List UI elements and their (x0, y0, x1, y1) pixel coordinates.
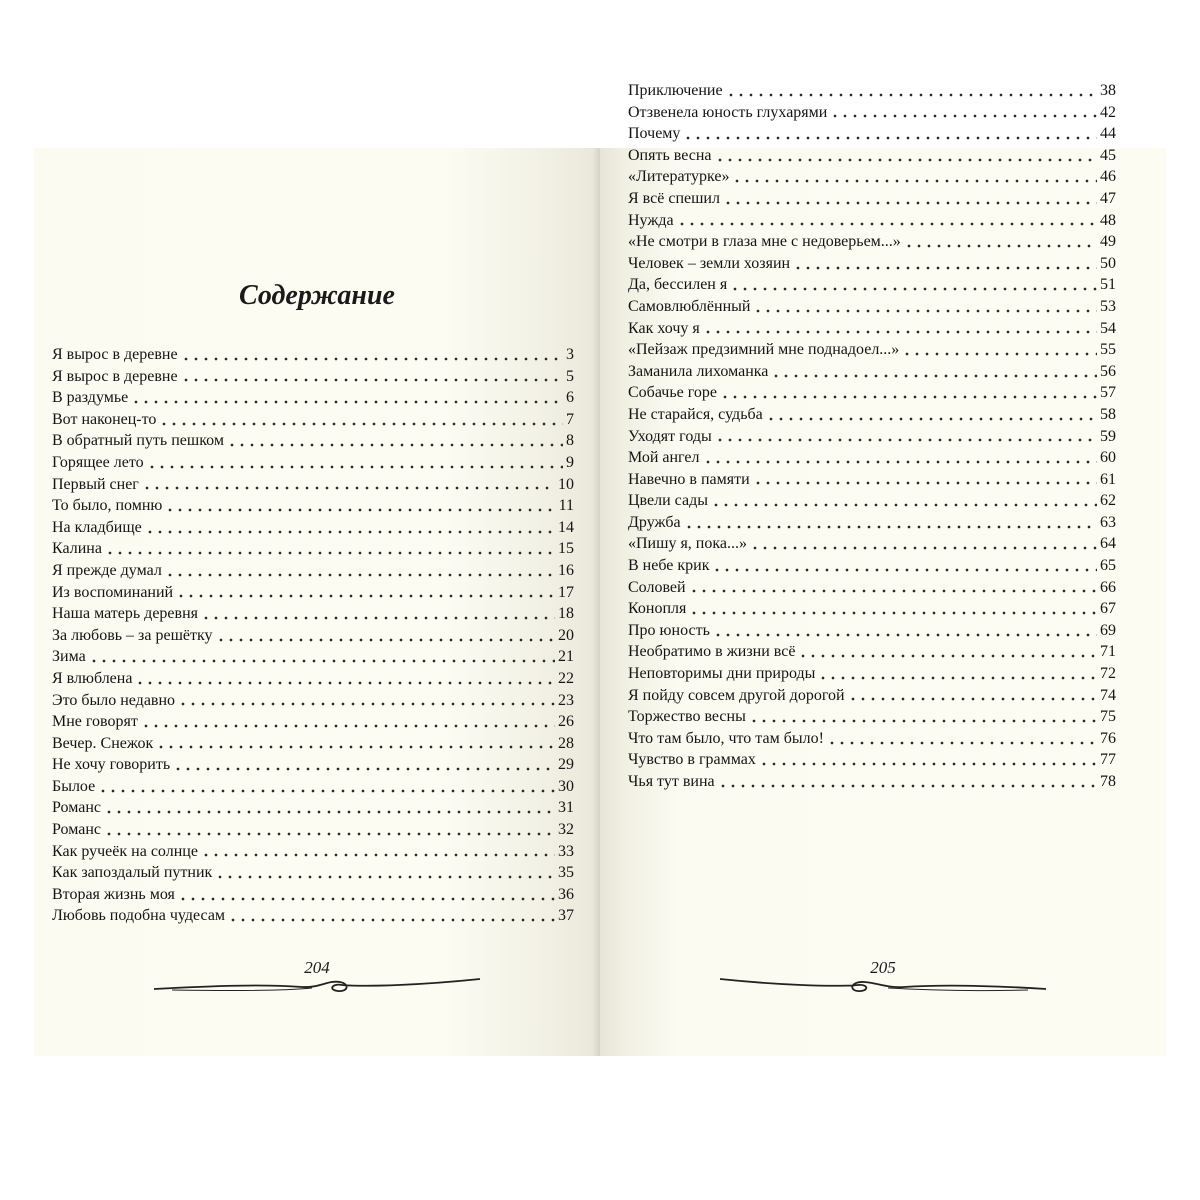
dot-leader (715, 437, 1097, 443)
dot-leader (703, 459, 1098, 465)
toc-entry (628, 533, 1116, 555)
entry-title: Не хочу говорить (52, 756, 171, 774)
toc-entry (52, 603, 574, 625)
entry-title: Что там было, что там было! (628, 729, 824, 747)
toc-entry (52, 474, 574, 496)
dot-leader (730, 286, 1097, 292)
toc-entry (628, 210, 1116, 232)
dot-leader (904, 243, 1097, 249)
dot-leader (684, 524, 1097, 530)
toc-entry (628, 274, 1116, 296)
entry-page-number: 28 (558, 734, 574, 752)
entry-title: Чья тут вина (628, 773, 715, 790)
entry-title: Почему (628, 125, 681, 143)
entry-page-number: 56 (1100, 362, 1116, 380)
entry-page-number: 31 (558, 799, 574, 817)
entry-page-number: 11 (558, 497, 574, 515)
entry-title: Заманила лихоманка (628, 362, 769, 380)
entry-title: Вот наконец-то (52, 410, 157, 428)
entry-title: Романс (52, 799, 101, 817)
dot-leader (201, 852, 555, 858)
entry-title: Романс (52, 821, 101, 839)
entry-page-number: 20 (558, 626, 574, 644)
entry-page-number: 30 (558, 777, 574, 795)
entry-page-number: 65 (1100, 557, 1116, 575)
entry-title: То было, помню (52, 497, 163, 515)
entry-title: Торжество весны (628, 708, 746, 726)
dot-leader (830, 113, 1097, 119)
entry-title: Приключение (628, 82, 723, 99)
entry-page-number: 42 (1100, 103, 1116, 121)
dot-leader (689, 610, 1097, 616)
dot-leader (712, 567, 1097, 573)
entry-page-number: 63 (1100, 513, 1116, 531)
toc-entry (52, 646, 574, 668)
toc-entry (628, 490, 1116, 512)
toc-entry (52, 797, 574, 819)
entry-page-number: 78 (1100, 773, 1116, 790)
dot-leader (848, 696, 1097, 702)
entry-title: «Литературке» (628, 168, 730, 186)
entry-title: Цвели сады (628, 492, 708, 510)
toc-entry (52, 560, 574, 582)
toc-entry (52, 711, 574, 733)
dot-leader (156, 744, 555, 750)
entry-page-number: 60 (1100, 449, 1116, 467)
toc-entry (52, 387, 574, 409)
entry-title: Зима (52, 648, 86, 666)
entry-page-number: 75 (1100, 708, 1116, 726)
entry-page-number: 32 (558, 821, 574, 839)
entry-title: Конопля (628, 600, 687, 618)
dot-leader (173, 766, 555, 772)
entry-title: Навечно в памяти (628, 470, 750, 488)
entry-title: Как запоздалый путник (52, 864, 213, 882)
entry-page-number: 9 (566, 453, 574, 471)
entry-title: В раздумье (52, 389, 129, 407)
entry-title: «Пейзаж предзимний мне поднадоел...» (628, 341, 900, 359)
entry-title: Я пойду совсем другой дорогой (628, 686, 845, 704)
entry-page-number: 21 (558, 648, 574, 666)
left-page (34, 148, 600, 1056)
dot-leader (798, 653, 1097, 659)
toc-entry (628, 469, 1116, 491)
toc-entry (628, 102, 1116, 124)
toc-entry (52, 538, 574, 560)
entry-title: В небе крик (628, 557, 710, 575)
toc-entry (52, 754, 574, 776)
left-page-footer (34, 956, 600, 996)
entry-page-number: 71 (1100, 643, 1116, 661)
entry-title: Самовлюблённый (628, 297, 751, 315)
toc-entry (628, 123, 1116, 145)
toc-entry (628, 80, 1116, 102)
entry-page-number: 47 (1100, 189, 1116, 207)
entry-title: Любовь подобна чудесам (52, 907, 226, 925)
toc-list-left (52, 344, 574, 927)
dot-leader (902, 351, 1097, 357)
entry-title: Я всё спешил (628, 189, 720, 207)
entry-title: Вторая жизнь моя (52, 885, 175, 903)
entry-page-number: 64 (1100, 535, 1116, 553)
entry-page-number: 38 (1100, 82, 1116, 99)
entry-title: Уходят годы (628, 427, 712, 445)
dot-leader (165, 572, 555, 578)
toc-entry (628, 749, 1116, 771)
entry-page-number: 3 (566, 346, 574, 363)
toc-title: Содержание (239, 280, 395, 311)
dot-leader (131, 399, 563, 405)
entry-page-number: 36 (558, 885, 574, 903)
toc-entry (52, 862, 574, 884)
toc-entry (52, 409, 574, 431)
toc-entry (628, 231, 1116, 253)
entry-page-number: 53 (1100, 297, 1116, 315)
dot-leader (159, 421, 563, 427)
dot-leader (683, 135, 1097, 141)
entry-page-number: 33 (558, 842, 574, 860)
dot-leader (201, 615, 555, 621)
dot-leader (145, 529, 555, 535)
entry-page-number: 46 (1100, 168, 1116, 186)
entry-page-number: 10 (558, 475, 574, 493)
toc-entry (628, 577, 1116, 599)
entry-page-number: 44 (1100, 125, 1116, 143)
dot-leader (726, 92, 1097, 98)
dot-leader (176, 593, 555, 599)
dot-leader (141, 723, 555, 729)
entry-title: Нужда (628, 211, 674, 229)
dot-leader (723, 200, 1097, 206)
entry-page-number: 45 (1100, 146, 1116, 164)
toc-entry (628, 339, 1116, 361)
entry-title: «Пишу я, пока...» (628, 535, 747, 553)
toc-entry (52, 495, 574, 517)
entry-page-number: 67 (1100, 600, 1116, 618)
toc-entry (628, 706, 1116, 728)
toc-entry (628, 447, 1116, 469)
entry-page-number: 48 (1100, 211, 1116, 229)
dot-leader (689, 588, 1097, 594)
entry-title: Как хочу я (628, 319, 700, 337)
entry-title: Это было недавно (52, 691, 176, 709)
entry-page-number: 29 (558, 756, 574, 774)
entry-page-number: 51 (1100, 276, 1116, 294)
dot-leader (713, 632, 1097, 638)
toc-entry (52, 625, 574, 647)
entry-page-number: 55 (1100, 341, 1116, 359)
toc-entry (628, 382, 1116, 404)
toc-entry (628, 166, 1116, 188)
toc-entry (52, 776, 574, 798)
dot-leader (178, 896, 555, 902)
entry-title: Собачье горе (628, 384, 717, 402)
entry-page-number: 18 (558, 605, 574, 623)
toc-entry (628, 361, 1116, 383)
dot-leader (216, 637, 555, 643)
dot-leader (181, 377, 563, 383)
entry-title: Отзвенела юность глухарями (628, 103, 828, 121)
dot-leader (142, 485, 555, 491)
entry-title: «Не смотри в глаза мне с недоверьем...» (628, 233, 901, 251)
dot-leader (771, 373, 1097, 379)
entry-page-number: 17 (558, 583, 574, 601)
toc-entry (52, 668, 574, 690)
entry-title: Первый снег (52, 475, 139, 493)
dot-leader (215, 874, 555, 880)
dot-leader (718, 783, 1097, 789)
dot-leader (104, 831, 555, 837)
dot-leader (793, 265, 1097, 271)
dot-leader (749, 718, 1097, 724)
entry-page-number: 23 (558, 691, 574, 709)
entry-title: На кладбище (52, 518, 142, 536)
entry-page-number: 58 (1100, 405, 1116, 423)
entry-title: Необратимо в жизни всё (628, 643, 796, 661)
toc-entry (52, 884, 574, 906)
entry-title: Я вырос в деревне (52, 367, 178, 385)
entry-title: Не старайся, судьба (628, 405, 763, 423)
entry-title: Мне говорят (52, 713, 138, 731)
toc-entry (628, 512, 1116, 534)
entry-page-number: 6 (566, 389, 574, 407)
entry-title: Калина (52, 540, 102, 558)
dot-leader (759, 761, 1097, 767)
entry-title: Человек – земли хозяин (628, 254, 791, 272)
right-page-footer (600, 956, 1166, 996)
entry-page-number: 35 (558, 864, 574, 882)
entry-title: Мой ангел (628, 449, 700, 467)
entry-page-number: 72 (1100, 665, 1116, 683)
toc-entry (628, 426, 1116, 448)
entry-title: Да, бессилен я (628, 276, 728, 294)
toc-entry (628, 663, 1116, 685)
toc-entry (52, 841, 574, 863)
entry-page-number: 50 (1100, 254, 1116, 272)
entry-title: Про юность (628, 621, 710, 639)
dot-leader (677, 221, 1097, 227)
entry-page-number: 16 (558, 561, 574, 579)
entry-page-number: 77 (1100, 751, 1116, 769)
entry-title: Соловей (628, 578, 686, 596)
toc-entry (628, 318, 1116, 340)
dot-leader (753, 480, 1097, 486)
dot-leader (135, 680, 555, 686)
dot-leader (750, 545, 1097, 551)
entry-page-number: 49 (1100, 233, 1116, 251)
dot-leader (753, 308, 1097, 314)
entry-title: Чувство в граммах (628, 751, 756, 769)
entry-page-number: 57 (1100, 384, 1116, 402)
dot-leader (711, 502, 1097, 508)
entry-title: Наша матерь деревня (52, 605, 198, 623)
dot-leader (703, 329, 1097, 335)
page-number-left: 204 (304, 958, 330, 977)
ornament-flourish-icon (152, 974, 482, 996)
entry-title: За любовь – за решётку (52, 626, 213, 644)
toc-entry (52, 733, 574, 755)
page-number-right: 205 (870, 958, 896, 977)
entry-page-number: 76 (1100, 729, 1116, 747)
entry-title: Я прежде думал (52, 561, 162, 579)
entry-page-number: 26 (558, 713, 574, 731)
toc-entry (52, 517, 574, 539)
dot-leader (178, 701, 555, 707)
dot-leader (766, 416, 1097, 422)
entry-page-number: 37 (558, 907, 574, 925)
dot-leader (104, 809, 555, 815)
ornament-flourish-icon (718, 974, 1048, 996)
entry-page-number: 8 (566, 432, 574, 450)
dot-leader (818, 675, 1097, 681)
entry-page-number: 5 (566, 367, 574, 385)
entry-page-number: 54 (1100, 319, 1116, 337)
toc-entry (628, 598, 1116, 620)
entry-page-number: 62 (1100, 492, 1116, 510)
dot-leader (228, 917, 555, 923)
entry-page-number: 22 (558, 669, 574, 687)
toc-entry (628, 728, 1116, 750)
dot-leader (89, 658, 555, 664)
toc-entry (628, 145, 1116, 167)
toc-entry (52, 344, 574, 366)
entry-title: Дружба (628, 513, 681, 531)
entry-title: Я вырос в деревне (52, 346, 178, 363)
entry-title: Из воспоминаний (52, 583, 174, 601)
toc-entry (628, 253, 1116, 275)
toc-entry (52, 452, 574, 474)
toc-entry (628, 685, 1116, 707)
dot-leader (732, 178, 1097, 184)
entry-title: Я влюблена (52, 669, 133, 687)
dot-leader (227, 442, 563, 448)
entry-page-number: 15 (558, 540, 574, 558)
entry-title: Вечер. Снежок (52, 734, 154, 752)
toc-entry (52, 690, 574, 712)
entry-page-number: 59 (1100, 427, 1116, 445)
entry-page-number: 69 (1100, 621, 1116, 639)
dot-leader (715, 157, 1098, 163)
dot-leader (165, 507, 555, 513)
toc-entry (52, 819, 574, 841)
entry-title: Горящее лето (52, 453, 144, 471)
toc-entry (628, 620, 1116, 642)
dot-leader (105, 550, 555, 556)
dot-leader (147, 464, 563, 470)
dot-leader (181, 356, 563, 362)
dot-leader (827, 740, 1097, 746)
entry-page-number: 66 (1100, 578, 1116, 596)
toc-entry (52, 430, 574, 452)
dot-leader (98, 788, 555, 794)
entry-title: Опять весна (628, 146, 712, 164)
entry-page-number: 61 (1100, 470, 1116, 488)
entry-page-number: 74 (1100, 686, 1116, 704)
toc-entry (52, 582, 574, 604)
toc-entry (52, 366, 574, 388)
entry-page-number: 14 (558, 518, 574, 536)
toc-entry (628, 641, 1116, 663)
toc-list-right (628, 80, 1116, 793)
toc-entry (628, 771, 1116, 793)
entry-title: В обратный путь пешком (52, 432, 224, 450)
entry-page-number: 7 (566, 410, 574, 428)
entry-title: Как ручеёк на солнце (52, 842, 198, 860)
toc-entry (628, 555, 1116, 577)
toc-entry (628, 188, 1116, 210)
entry-title: Былое (52, 777, 96, 795)
toc-entry (52, 905, 574, 927)
dot-leader (720, 394, 1097, 400)
entry-title: Неповторимы дни природы (628, 665, 816, 683)
toc-entry (628, 404, 1116, 426)
toc-entry (628, 296, 1116, 318)
